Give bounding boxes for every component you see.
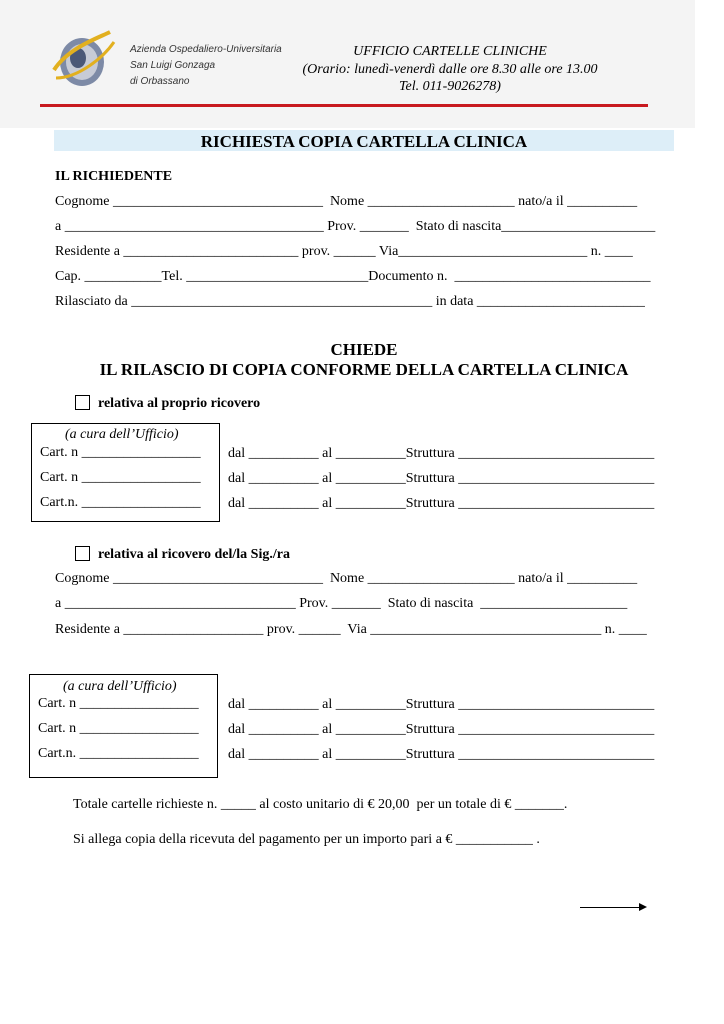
request-subheading: IL RILASCIO DI COPIA CONFORME DELLA CARTELLA CLINICA bbox=[99, 360, 629, 379]
continue-arrow-head-icon bbox=[639, 903, 647, 911]
office-phone: Tel. 011-9026278) bbox=[399, 79, 501, 94]
requester-heading: IL RICHIEDENTE bbox=[55, 169, 173, 184]
office-note-other: (a cura dell’Ufficio) bbox=[63, 679, 177, 694]
own-period-line-3[interactable]: dal __________ al __________Struttura ____________________________ bbox=[228, 496, 655, 511]
own-period-line-2[interactable]: dal __________ al __________Struttura ____________________________ bbox=[228, 471, 655, 486]
form-title: RICHIESTA COPIA CARTELLA CLINICA bbox=[200, 132, 528, 151]
other-period-line-3[interactable]: dal __________ al __________Struttura ____________________________ bbox=[228, 747, 655, 762]
other-birthplace-line[interactable]: a _________________________________ Prov. _______ Stato di nascita _____________________ bbox=[55, 596, 628, 611]
requester-name-line[interactable]: Cognome ______________________________ Nome _____________________ nato/a il __________ bbox=[55, 194, 638, 209]
other-cart-line-1[interactable]: Cart. n _________________ bbox=[38, 696, 199, 711]
other-period-line-1[interactable]: dal __________ al __________Struttura ____________________________ bbox=[228, 697, 655, 712]
other-cart-line-3[interactable]: Cart.n. _________________ bbox=[38, 746, 199, 761]
other-person-checkbox[interactable] bbox=[75, 546, 90, 561]
payment-line[interactable]: Si allega copia della ricevuta del pagamento per un importo pari a € ___________ . bbox=[73, 832, 540, 847]
hospital-logo-icon bbox=[48, 28, 128, 94]
office-hours: (Orario: lunedì-venerdì dalle ore 8.30 alle ore 13.00 bbox=[302, 62, 598, 77]
request-heading: CHIEDE bbox=[330, 340, 398, 359]
org-name-line-3: di Orbassano bbox=[130, 76, 190, 87]
requester-birthplace-line[interactable]: a _____________________________________ Prov. _______ Stato di nascita______________________ bbox=[55, 219, 656, 234]
hospital-logo bbox=[48, 28, 128, 94]
own-cart-line-2[interactable]: Cart. n _________________ bbox=[40, 470, 201, 485]
header-divider bbox=[40, 104, 648, 107]
office-name: UFFICIO CARTELLE CLINICHE bbox=[353, 44, 547, 59]
continue-arrow-icon bbox=[580, 907, 640, 908]
other-cart-line-2[interactable]: Cart. n _________________ bbox=[38, 721, 199, 736]
own-cart-line-1[interactable]: Cart. n _________________ bbox=[40, 445, 201, 460]
org-name-line-2: San Luigi Gonzaga bbox=[130, 60, 216, 71]
own-period-line-1[interactable]: dal __________ al __________Struttura ____________________________ bbox=[228, 446, 655, 461]
requester-contact-line[interactable]: Cap. ___________Tel. __________________________Documento n. ____________________________ bbox=[55, 269, 651, 284]
own-cart-line-3[interactable]: Cart.n. _________________ bbox=[40, 495, 201, 510]
own-admission-label: relativa al proprio ricovero bbox=[98, 396, 261, 411]
totals-line[interactable]: Totale cartelle richieste n. _____ al costo unitario di € 20,00 per un totale di € _______. bbox=[73, 797, 568, 812]
own-admission-checkbox[interactable] bbox=[75, 395, 90, 410]
other-person-label: relativa al ricovero del/la Sig./ra bbox=[98, 547, 290, 562]
other-residence-line[interactable]: Residente a ____________________ prov. ______ Via _________________________________ n. ____ bbox=[55, 622, 647, 637]
requester-residence-line[interactable]: Residente a _________________________ prov. ______ Via___________________________ n. ____ bbox=[55, 244, 633, 259]
requester-issued-line[interactable]: Rilasciato da ___________________________________________ in data ________________________ bbox=[55, 294, 645, 309]
office-note-own: (a cura dell’Ufficio) bbox=[65, 427, 179, 442]
other-name-line[interactable]: Cognome ______________________________ Nome _____________________ nato/a il __________ bbox=[55, 571, 638, 586]
org-name-line-1: Azienda Ospedaliero-Universitaria bbox=[130, 44, 282, 55]
other-period-line-2[interactable]: dal __________ al __________Struttura ____________________________ bbox=[228, 722, 655, 737]
